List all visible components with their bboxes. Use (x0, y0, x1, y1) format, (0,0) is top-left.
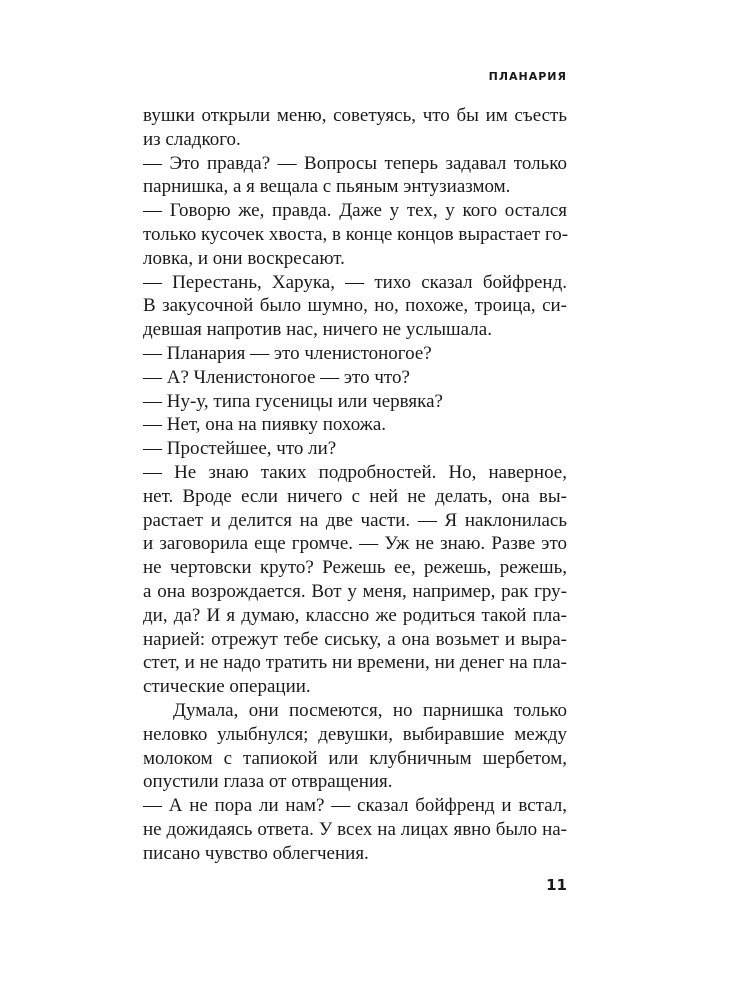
text-line: парнишка, а я вещала с пьяным энтузиазмом. (143, 176, 511, 198)
text-line: молоком с тапиокой или клубничным шербетом, (143, 747, 567, 769)
text-line: — А не пора ли нам? — сказал бойфренд и встал, (143, 795, 567, 817)
running-head: ПЛАНАРИЯ (488, 70, 567, 83)
text-line: ди, да? И я думаю, классно же родиться такой пла- (143, 604, 567, 626)
text-line: не чертовски круто? Режешь ее, режешь, режешь, (143, 557, 567, 579)
text-line: — Ну-у, типа гусеницы или червяка? (143, 390, 443, 412)
text-line: — Нет, она на пиявку похожа. (143, 414, 387, 436)
text-line: опустили глаза от отвращения. (143, 771, 393, 793)
text-line: — Это правда? — Вопросы теперь задавал только (143, 152, 567, 174)
text-line: стические операции. (143, 676, 311, 698)
text-line: растает и делится на две части. — Я наклонилась (143, 509, 567, 531)
text-line: неловко улыбнулся; девушки, выбиравшие между (143, 723, 567, 745)
text-line: нет. Вроде если ничего с ней не делать, она вы- (143, 485, 567, 507)
text-line: стет, и не надо тратить ни времени, ни денег на пла- (143, 652, 567, 674)
text-line: — Планария — это членистоногое? (143, 342, 432, 364)
text-line: — Не знаю таких подробностей. Но, наверное, (143, 461, 567, 483)
text-line: Думала, они посмеются, но парнишка только (173, 699, 567, 721)
text-line: — Простейшее, что ли? (143, 438, 337, 460)
page-number: 11 (546, 876, 567, 894)
body-text (143, 104, 567, 866)
text-line: из сладкого. (143, 128, 241, 150)
text-line: не дожидаясь ответа. У всех на лицах явно было на- (143, 818, 567, 840)
text-line: — Перестань, Харука, — тихо сказал бойфренд. (143, 271, 567, 293)
text-line: — А? Членистоногое — это что? (143, 366, 410, 388)
text-line: — Говорю же, правда. Даже у тех, у кого остался (143, 200, 567, 222)
text-line: только кусочек хвоста, в конце концов вырастает го- (143, 223, 569, 245)
text-line: девшая напротив нас, ничего не услышала. (143, 319, 492, 341)
text-line: и заговорила еще громче. — Уж не знаю. Разве это (143, 533, 567, 555)
text-line: вушки открыли меню, советуясь, что бы им съесть (143, 105, 567, 126)
text-line: В закусочной было шумно, но, похоже, троица, си- (143, 295, 567, 317)
text-line: а она возрождается. Вот у меня, например, рак гру- (143, 580, 567, 602)
text-line: ловка, и они воскресают. (143, 247, 345, 269)
text-line: нарией: отрежут тебе сиську, а она возьмет и выра- (143, 628, 567, 650)
text-line: писано чувство облегчения. (143, 842, 369, 864)
